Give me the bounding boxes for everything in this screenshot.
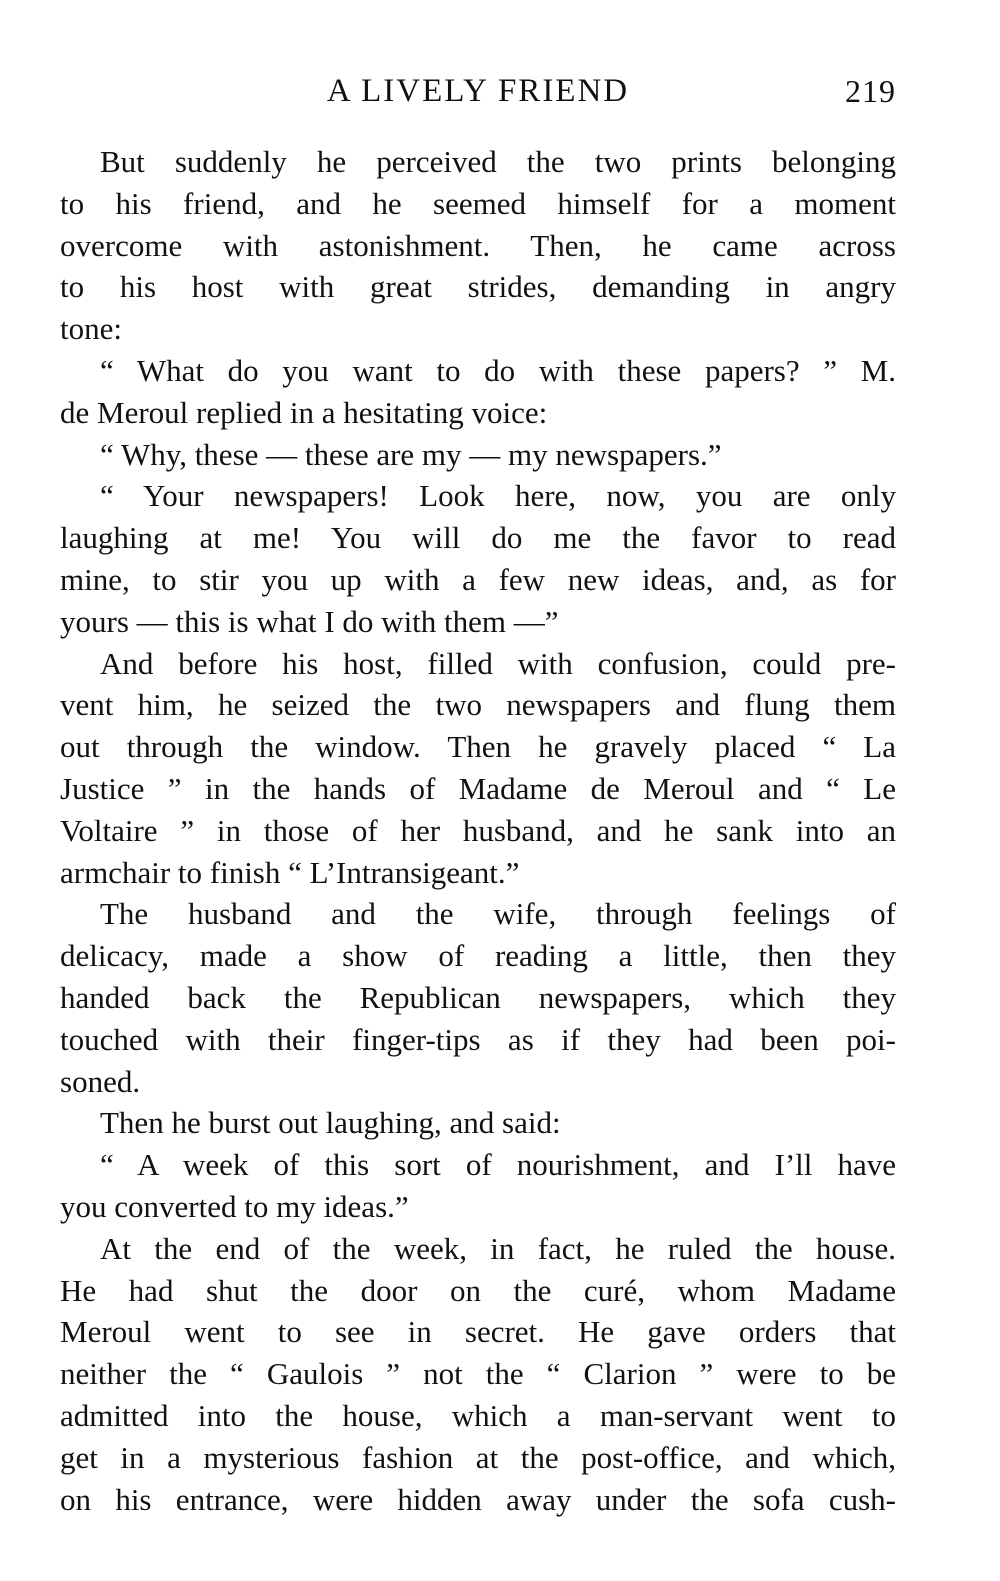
text-line: Then he burst out laughing, and said: (100, 1105, 561, 1141)
text-line: get in a mysterious fashion at the post-office, and which, (60, 1439, 896, 1475)
text-line: yours — this is what I do with them —” (60, 603, 559, 639)
text-line: He had shut the door on the curé, whom Madame (60, 1272, 896, 1308)
text-line: to his host with great strides, demanding in angry (60, 269, 896, 305)
text-line: And before his host, filled with confusion, could pre- (100, 645, 896, 681)
text-line: de Meroul replied in a hesitating voice: (60, 394, 548, 430)
text-line: neither the “ Gaulois ” not the “ Clarion ” were to be (60, 1356, 896, 1392)
text-line: mine, to stir you up with a few new ideas, and, as for (60, 561, 896, 597)
text-line: Justice ” in the hands of Madame de Meroul and “ Le (60, 770, 896, 806)
text-line: overcome with astonishment. Then, he came across (60, 227, 896, 263)
text-line: armchair to finish “ L’Intransigeant.” (60, 854, 520, 890)
text-line: The husband and the wife, through feelings of (100, 896, 896, 932)
text-line: Meroul went to see in secret. He gave orders that (60, 1314, 896, 1350)
text-line: vent him, he seized the two newspapers and flung them (60, 687, 896, 723)
text-line: to his friend, and he seemed himself for a moment (60, 185, 896, 221)
text-line: touched with their finger-tips as if they had been poi- (60, 1021, 896, 1057)
text-line: “ What do you want to do with these papers? ” M. (100, 352, 896, 388)
text-line: handed back the Republican newspapers, which they (60, 979, 896, 1015)
text-line: out through the window. Then he gravely placed “ La (60, 729, 896, 765)
text-line: “ Why, these — these are my — my newspapers.” (100, 436, 722, 472)
text-line: At the end of the week, in fact, he ruled the house. (100, 1230, 896, 1266)
running-head (60, 66, 896, 116)
text-line: “ A week of this sort of nourishment, and I’ll have (100, 1147, 896, 1183)
text-line: delicacy, made a show of reading a little, then they (60, 938, 896, 974)
text-line: But suddenly he perceived the two prints belonging (100, 144, 896, 179)
text-line: admitted into the house, which a man-servant went to (60, 1397, 896, 1433)
text-line: laughing at me! You will do me the favor to read (60, 520, 896, 556)
text-line: on his entrance, were hidden away under the sofa cush- (60, 1481, 896, 1517)
chapter-title: A LIVELY FRIEND (326, 73, 630, 109)
page-number: 219 (845, 73, 896, 109)
text-line: tone: (60, 311, 122, 347)
text-line: you converted to my ideas.” (60, 1188, 409, 1224)
text-line: “ Your newspapers! Look here, now, you are only (100, 478, 896, 514)
body-text (60, 141, 896, 1520)
text-line: Voltaire ” in those of her husband, and he sank into an (60, 812, 896, 848)
text-line: soned. (60, 1063, 141, 1099)
